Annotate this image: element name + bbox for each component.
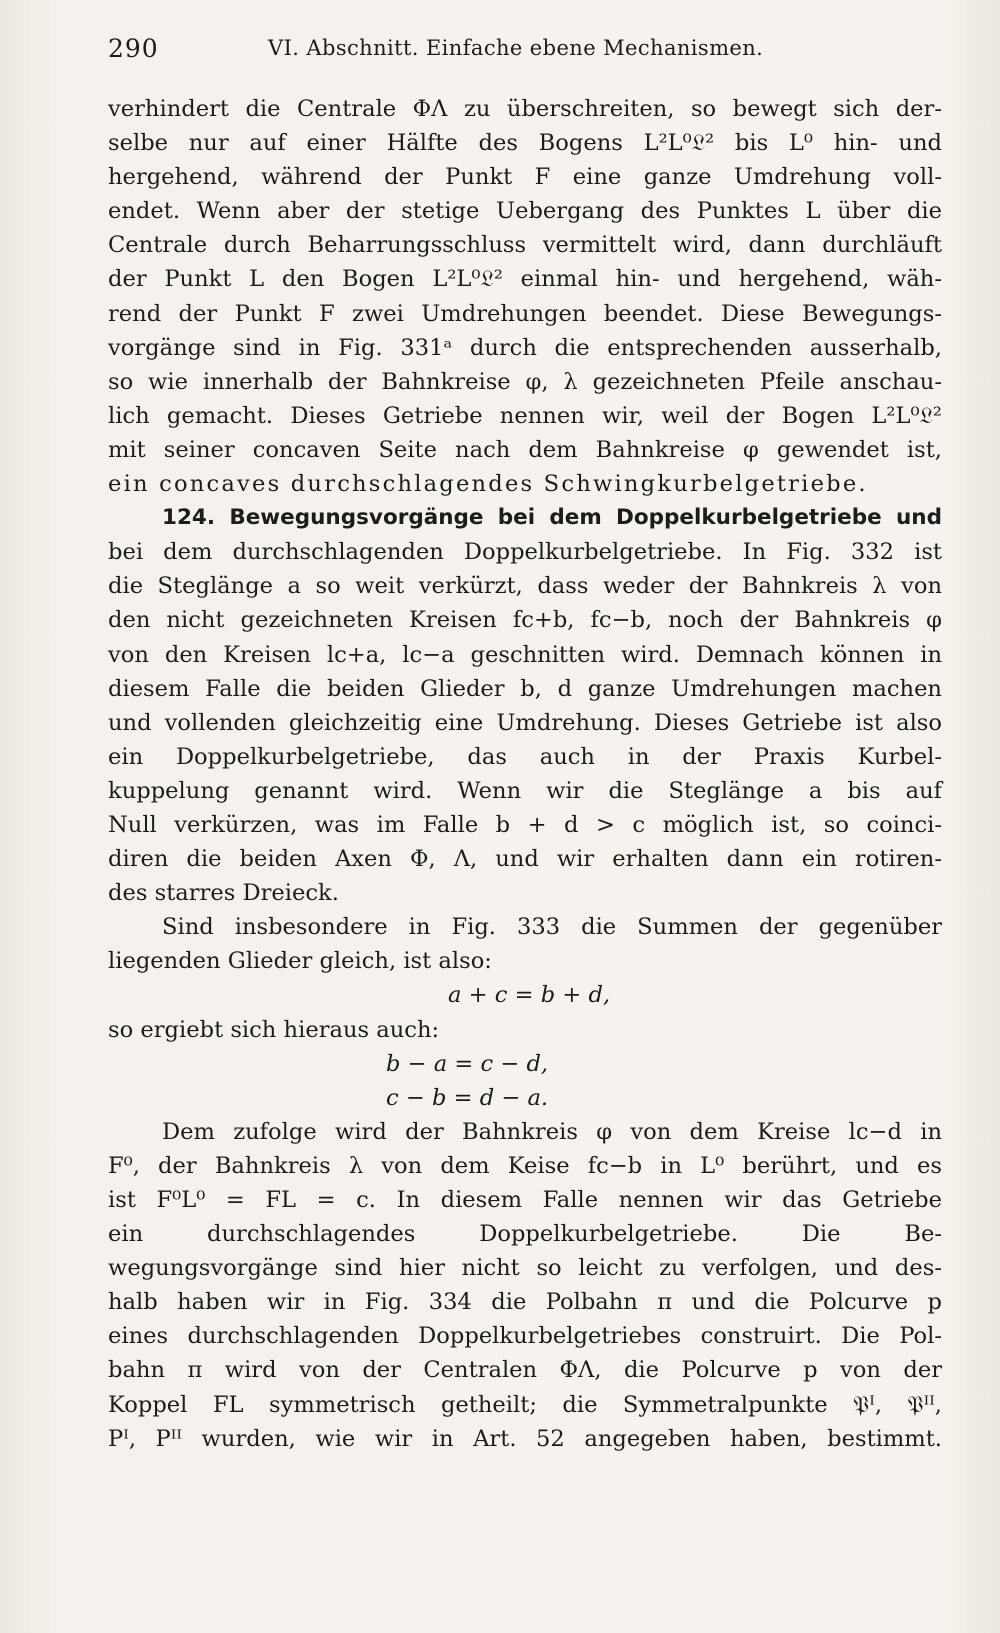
text-line: Sind insbesondere in Fig. 333 die Summen der gegenüber	[162, 914, 942, 941]
equation: a + c = b + d,	[448, 982, 611, 1009]
text-line: diren die beiden Axen Φ, Λ, und wir erhalten dann ein rotiren-	[108, 846, 942, 873]
text-line: kuppelung genannt wird. Wenn wir die Steglänge a bis auf	[108, 777, 942, 804]
text-line: halb haben wir in Fig. 334 die Polbahn π und die Polcurve p	[108, 1289, 942, 1316]
text-line: diesem Falle die beiden Glieder b, d ganze Umdrehungen machen	[108, 675, 942, 702]
text-line: F⁰, der Bahnkreis λ von dem Keise fc−b in L⁰ berührt, und es	[108, 1152, 942, 1179]
page-number: 290	[108, 34, 159, 63]
text-line: die Steglänge a so weit verkürzt, dass weder der Bahnkreis λ von	[108, 573, 942, 600]
page-header	[108, 34, 938, 74]
running-head: VI. Abschnitt. Einfache ebene Mechanismen.	[268, 36, 764, 60]
text-line: rend der Punkt F zwei Umdrehungen beendet. Diese Bewegungs-	[108, 300, 942, 327]
text-line: wegungsvorgänge sind hier nicht so leicht zu verfolgen, und des-	[108, 1255, 942, 1282]
body-text	[108, 92, 942, 1456]
text-line: den nicht gezeichneten Kreisen fc+b, fc−b, noch der Bahnkreis φ	[108, 607, 942, 634]
text-line: ein durchschlagendes Doppelkurbelgetriebe. Die Be-	[108, 1221, 942, 1248]
text-line: mit seiner concaven Seite nach dem Bahnkreise φ gewendet ist,	[108, 436, 942, 463]
text-line: Dem zufolge wird der Bahnkreis φ von dem Kreise lc−d in	[162, 1118, 942, 1145]
text-line: hergehend, während der Punkt F eine ganze Umdrehung voll-	[108, 164, 942, 191]
text-line: so wie innerhalb der Bahnkreise φ, λ gezeichneten Pfeile anschau-	[108, 368, 942, 395]
equation: b − a = c − d,	[386, 1050, 549, 1077]
text-line: bei dem durchschlagenden Doppelkurbelgetriebe. In Fig. 332 ist	[108, 539, 942, 566]
text-line: bahn π wird von der Centralen ΦΛ, die Polcurve p von der	[108, 1357, 942, 1384]
text-line: Centrale durch Beharrungsschluss vermittelt wird, dann durchläuft	[108, 232, 942, 259]
text-line: ein Doppelkurbelgetriebe, das auch in der Praxis Kurbel-	[108, 743, 942, 770]
text-line: ein concaves durchschlagendes Schwingkurbelgetriebe.	[108, 471, 868, 498]
text-line: selbe nur auf einer Hälfte des Bogens L²L⁰𝔏² bis L⁰ hin- und	[108, 130, 942, 157]
text-line: und vollenden gleichzeitig eine Umdrehung. Dieses Getriebe ist also	[108, 709, 942, 736]
text-line: vorgänge sind in Fig. 331ᵃ durch die entsprechenden ausserhalb,	[108, 334, 942, 361]
text-line: ist F⁰L⁰ = FL = c. In diesem Falle nennen wir das Getriebe	[108, 1187, 942, 1213]
text-line: so ergiebt sich hieraus auch:	[108, 1016, 440, 1043]
text-line: liegenden Glieder gleich, ist also:	[108, 948, 492, 975]
equation: c − b = d − a.	[386, 1084, 549, 1111]
text-line: von den Kreisen lc+a, lc−a geschnitten wird. Demnach können in	[108, 641, 942, 668]
text-line: verhindert die Centrale ΦΛ zu überschreiten, so bewegt sich der-	[108, 96, 942, 122]
text-line: der Punkt L den Bogen L²L⁰𝔏² einmal hin- und hergehend, wäh-	[108, 266, 942, 293]
section-heading: 124. Bewegungsvorgänge bei dem Doppelkurbelgetriebe und	[162, 505, 942, 531]
text-line: lich gemacht. Dieses Getriebe nennen wir, weil der Bogen L²L⁰𝔏²	[108, 402, 942, 429]
text-line: eines durchschlagenden Doppelkurbelgetriebes construirt. Die Pol-	[108, 1323, 942, 1350]
text-line: Pᴵ, Pᴵᴵ wurden, wie wir in Art. 52 angegeben haben, bestimmt.	[108, 1425, 942, 1452]
text-line: des starres Dreieck.	[108, 880, 339, 907]
text-line: Koppel FL symmetrisch getheilt; die Symmetralpunkte 𝔓ᴵ, 𝔓ᴵᴵ,	[108, 1391, 942, 1418]
text-line: Null verkürzen, was im Falle b + d > c möglich ist, so coinci-	[108, 811, 942, 838]
text-line: endet. Wenn aber der stetige Uebergang des Punktes L über die	[108, 198, 942, 225]
